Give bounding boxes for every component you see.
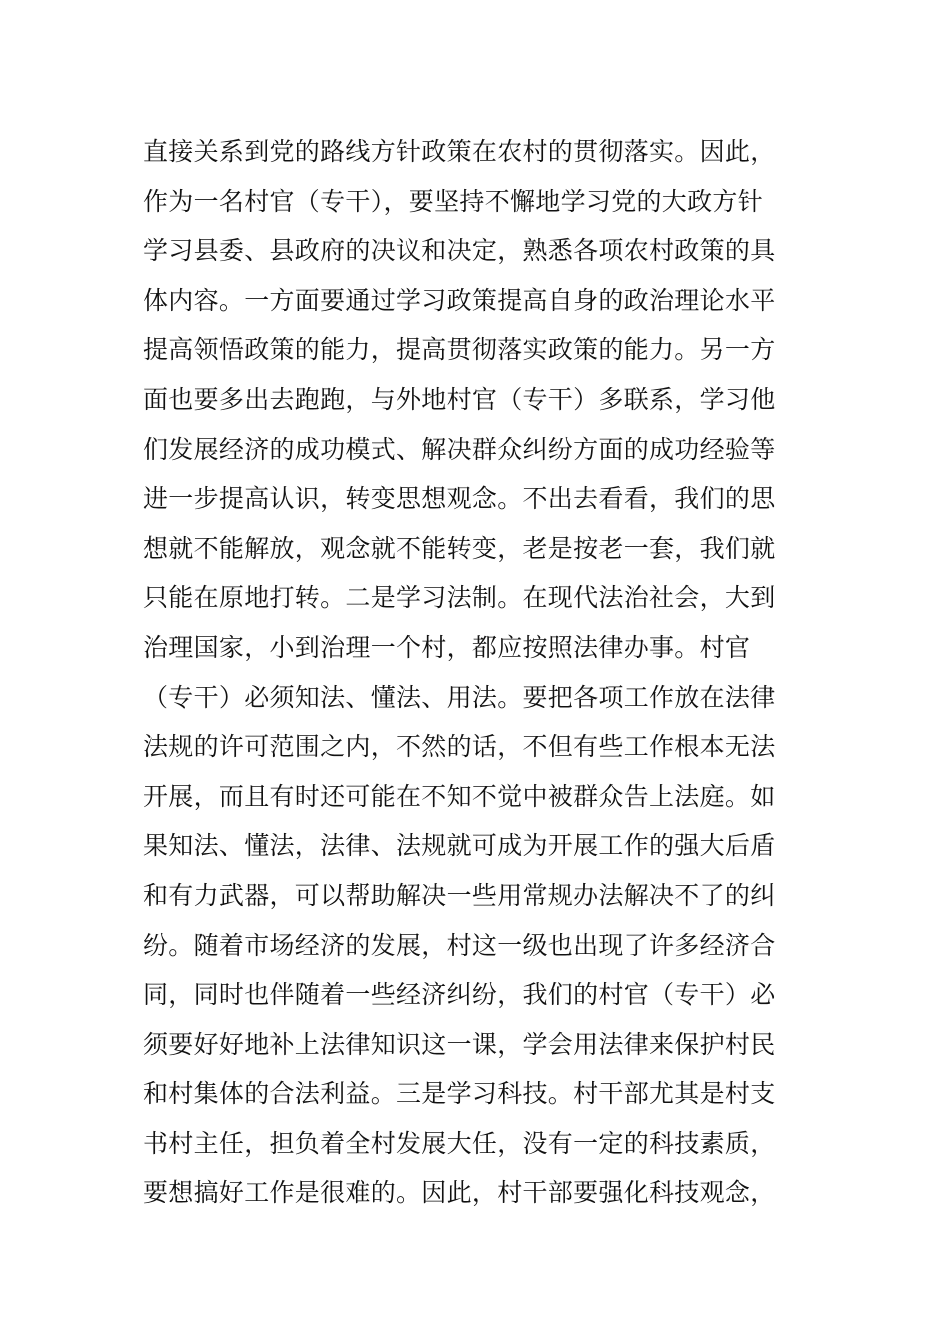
- text-line-15: 果知法、懂法，法律、法规就可成为开展工作的强大后盾: [143, 831, 776, 861]
- text-line-2: 作为一名村官（专干），要坚持不懈地学习党的大政方针: [143, 186, 764, 216]
- text-line-17: 纷。随着市场经济的发展，村这一级也出现了许多经济合: [143, 930, 776, 960]
- text-line-9: 想就不能解放，观念就不能转变，老是按老一套，我们就: [143, 533, 776, 563]
- body-text: [143, 127, 813, 1218]
- text-line-14: 开展，而且有时还可能在不知不觉中被群众告上法庭。如: [143, 781, 776, 811]
- text-line-20: 和村集体的合法利益。三是学习科技。村干部尤其是村支: [143, 1079, 776, 1109]
- text-line-22: 要想搞好工作是很难的。因此，村干部要强化科技观念，: [143, 1178, 776, 1208]
- text-line-13: 法规的许可范围之内，不然的话，不但有些工作根本无法: [143, 732, 776, 762]
- text-line-18: 同，同时也伴随着一些经济纠纷，我们的村官（专干）必: [143, 980, 776, 1010]
- text-line-8: 进一步提高认识，转变思想观念。不出去看看，我们的思: [143, 484, 776, 514]
- text-line-21: 书村主任，担负着全村发展大任，没有一定的科技素质，: [143, 1128, 776, 1158]
- text-line-12: （专干）必须知法、懂法、用法。要把各项工作放在法律: [143, 682, 776, 712]
- text-line-11: 治理国家，小到治理一个村，都应按照法律办事。村官: [143, 632, 751, 662]
- text-line-1: 直接关系到党的路线方针政策在农村的贯彻落实。因此，: [143, 137, 776, 166]
- text-line-5: 提高领悟政策的能力，提高贯彻落实政策的能力。另一方: [143, 335, 776, 365]
- text-line-3: 学习县委、县政府的决议和决定，熟悉各项农村政策的具: [143, 236, 776, 266]
- text-line-6: 面也要多出去跑跑，与外地村官（专干）多联系，学习他: [143, 384, 776, 414]
- text-line-16: 和有力武器，可以帮助解决一些用常规办法解决不了的纠: [143, 880, 776, 910]
- text-line-4: 体内容。一方面要通过学习政策提高自身的政治理论水平: [143, 285, 776, 315]
- text-line-19: 须要好好地补上法律知识这一课，学会用法律来保护村民: [143, 1029, 776, 1059]
- text-line-7: 们发展经济的成功模式、解决群众纠纷方面的成功经验等: [143, 434, 776, 464]
- text-line-10: 只能在原地打转。二是学习法制。在现代法治社会，大到: [143, 583, 776, 613]
